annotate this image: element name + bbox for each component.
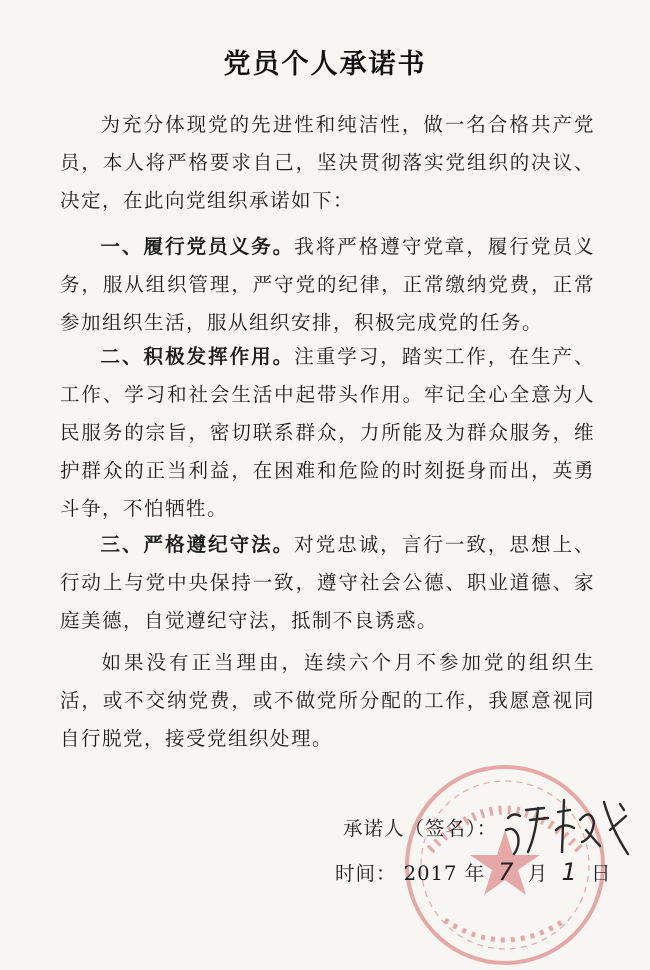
intro-paragraph <box>60 106 595 220</box>
closing-paragraph <box>60 644 595 758</box>
date-month: 7 <box>498 858 515 886</box>
date-year-unit: 年 <box>464 862 486 885</box>
signature-line <box>343 813 497 841</box>
section-1-text: 我将严格遵守党章，履行党员义务，服从组织管理，严守党的纪律，正常缴纳党费，正常参加组织生活，服从组织安排，积极完成党的任务。 <box>60 235 595 334</box>
date-day-unit: 日 <box>590 862 612 885</box>
section-3-text: 对党忠诚，言行一致，思想上、行动上与党中央保持一致，遵守社会公德、职业道德、家庭美德，自觉遵纪守法，抵制不良诱惑。 <box>60 533 595 632</box>
closing-text: 如果没有正当理由，连续六个月不参加党的组织生活，或不交纳党费，或不做党所分配的工作，我愿意视同自行脱党，接受党组织处理。 <box>60 651 595 750</box>
handwritten-signature <box>500 790 635 865</box>
date-year: 2017 <box>403 862 458 885</box>
date-line <box>335 858 611 886</box>
section-1-paragraph <box>60 228 595 342</box>
section-3-lead: 三、严格遵纪守法。 <box>100 533 295 556</box>
section-2-text: 注重学习，踏实工作，在生产、工作、学习和社会生活中起带头作用。牢记全心全意为人民服务的宗旨，密切联系群众，力所能及为群众服务，维护群众的正当利益，在困难和危险的时刻挺身而出，英勇斗争，不怕牺牲。 <box>60 345 595 520</box>
section-2-paragraph <box>60 338 595 528</box>
section-3-paragraph <box>60 526 595 640</box>
date-month-unit: 月 <box>527 862 549 885</box>
date-day: 1 <box>561 858 578 886</box>
date-label: 时间： <box>335 862 397 885</box>
document-title: 党员个人承诺书 <box>223 49 427 80</box>
signature-label: 承诺人（签名）： <box>343 817 498 840</box>
section-1-lead: 一、履行党员义务。 <box>100 235 295 258</box>
section-2-lead: 二、积极发挥作用。 <box>100 345 295 368</box>
intro-text: 为充分体现党的先进性和纯洁性，做一名合格共产党员，本人将严格要求自己，坚决贯彻落实党组织的决议、决定，在此向党组织承诺如下： <box>60 113 595 212</box>
